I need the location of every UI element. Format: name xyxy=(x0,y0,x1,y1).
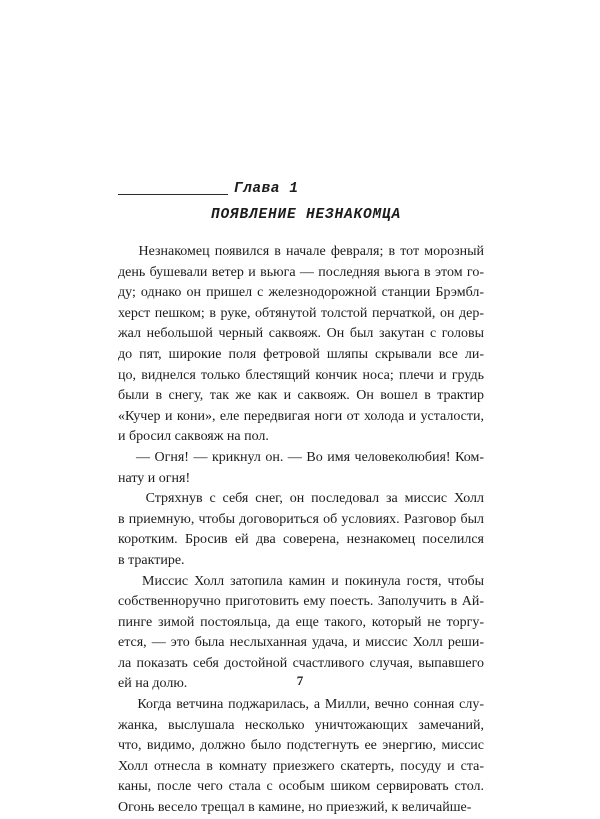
chapter-rule xyxy=(118,194,228,195)
text-line: цо, виднелся только блестящий кончик носа; плечи и грудь xyxy=(118,367,484,383)
text-line: «Кучер и кони», еле передвигая ноги от холода и усталости, xyxy=(118,408,484,424)
text-line: каны, после чего стала с особым шиком сервировать стол. xyxy=(118,779,484,795)
chapter-heading-row xyxy=(118,178,484,198)
text-line: ду; однако он пришел с железнодорожной станции Брэмбл- xyxy=(118,285,484,301)
text-line: жанка, выслушала несколько уничтожающих замечаний, xyxy=(118,717,484,733)
text-line: в приемную, чтобы договориться об условиях. Разговор был xyxy=(118,511,484,527)
text-line: Когда ветчина поджарилась, а Милли, вечно сонная слу- xyxy=(118,697,484,713)
paragraph xyxy=(118,489,484,571)
text-line: жал небольшой черный саквояж. Он был закутан с головы xyxy=(118,326,484,342)
text-line: собственноручно приготовить ему поесть. Заполучить в Ай- xyxy=(118,594,484,610)
text-line: Холл отнесла в комнату приезжего скатерть, посуду и ста- xyxy=(118,758,484,774)
chapter-title: ПОЯВЛЕНИЕ НЕЗНАКОМЦА xyxy=(210,207,402,223)
text-line: херст пешком; в руке, обтянутой толстой перчаткой, он дер- xyxy=(118,305,484,321)
text-line: Незнакомец появился в начале февраля; в тот морозный xyxy=(118,244,484,259)
chapter-label: Глава 1 xyxy=(234,181,299,197)
text-line: нату и огня! xyxy=(118,470,191,486)
paragraph xyxy=(118,242,484,448)
text-line: ей на долю. xyxy=(118,676,188,692)
text-line: ла показать себя достойной счастливого случая, выпавшего xyxy=(118,655,484,671)
text-line: что, видимо, должно было подстегнуть ее энергию, миссис xyxy=(118,738,484,754)
text-line: день бушевали ветер и вьюга — последняя вьюга в этом го- xyxy=(118,264,484,280)
paragraph xyxy=(118,448,484,489)
text-line: Огонь весело трещал в камине, но приезжий, к величайше- xyxy=(118,800,472,816)
text-line: пинге зимой постояльца, да еще такого, который не торгу- xyxy=(118,614,484,630)
text-line: Стряхнув с себя снег, он последовал за миссис Холл xyxy=(118,491,484,507)
text-line: до пят, широкие поля фетровой шляпы скрывали все ли- xyxy=(118,346,484,362)
page-number: 7 xyxy=(296,673,304,688)
text-line: коротким. Бросив ей два соверена, незнакомец поселился xyxy=(118,532,484,548)
text-line: ется, — это была неслыханная удача, и миссис Холл реши- xyxy=(118,635,484,651)
paragraph xyxy=(118,695,484,819)
text-line: Миссис Холл затопила камин и покинула гостя, чтобы xyxy=(118,573,484,589)
text-line: — Огня! — крикнул он. — Во имя человеколюбия! Ком- xyxy=(118,449,484,465)
chapter-body xyxy=(118,242,484,819)
text-line: и бросил саквояж на пол. xyxy=(118,429,269,445)
text-line: были в снегу, так же как и саквояж. Он вошел в трактир xyxy=(118,388,484,404)
chapter-header xyxy=(118,178,484,224)
text-line: в трактире. xyxy=(118,552,185,568)
